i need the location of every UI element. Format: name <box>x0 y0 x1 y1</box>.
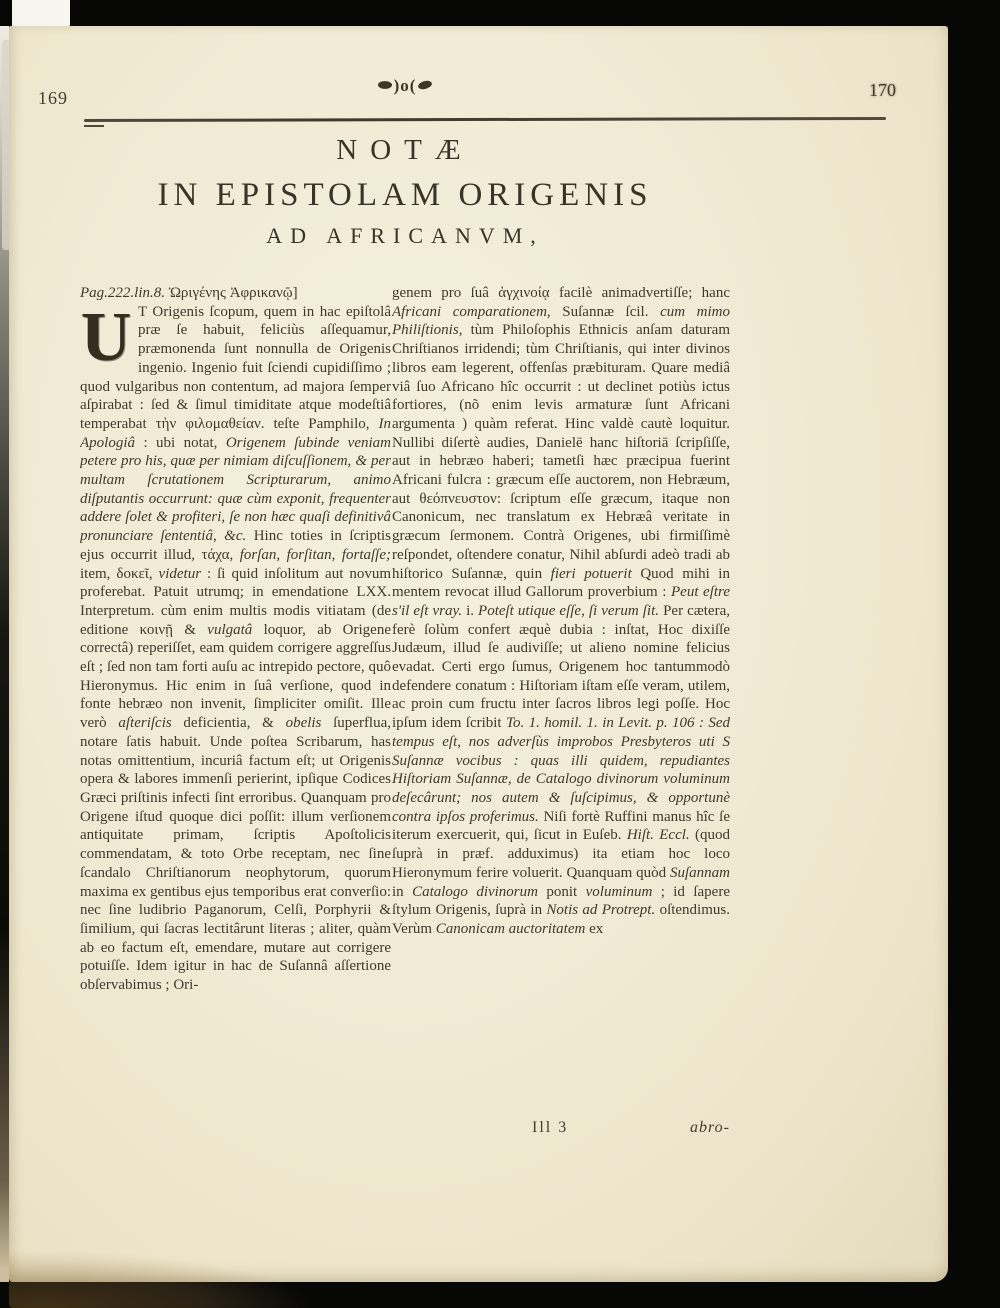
right-text-column <box>392 284 730 1122</box>
lemma-line <box>80 284 391 303</box>
text-run: Notis ad Protrept. <box>546 902 656 919</box>
text-run: Poteſt utique eſſe, ſi verum ſit. <box>478 602 660 619</box>
text-run: fieri potuerit <box>550 565 632 582</box>
left-column-text <box>80 298 391 994</box>
text-run: in <box>392 883 413 900</box>
text-run: vulgatâ <box>207 621 253 638</box>
text-run: forſan, forſitan, fortaſſe; <box>239 546 391 563</box>
text-run: loquor, ab Origene correctâ) reperiſſet, eam quidem corrigere aggreſſus eſt ; ſed non tam forti auſu ac intrepido pectore, quô Hieronymus. Hic enim in ſuâ verſione, quod in fonte hebræo non invenit, ſimpliciter omiſit. Ille verò <box>80 621 391 732</box>
text-run: Niſi fortè Ruffini manus hîc ſe iterum exercuerit, qui, ſicut in Euſeb. <box>392 808 730 844</box>
text-run: ponit <box>537 883 586 900</box>
text-run: Canonicam auctoritatem <box>435 920 586 937</box>
text-run: Catalogo divinorum <box>412 883 538 900</box>
title-line-1: NOTÆ <box>336 134 474 166</box>
text-run: ; id ſapere ſtylum Origenis, ſuprà in <box>392 883 730 919</box>
lemma-greek: Ὠριγένης Ἀφρικανῷ] <box>168 285 298 301</box>
text-run: oſtendimus. Verùm <box>392 902 730 937</box>
text-run: Hinc toties in ſcriptis ejus occurrit illud, τάχα, <box>80 528 391 563</box>
footer-row <box>392 1119 730 1137</box>
text-run: ex <box>585 920 604 937</box>
catchword: abro- <box>690 1119 730 1136</box>
text-run: Hiſt. Eccl. <box>626 827 690 844</box>
text-run: Suſannam <box>670 864 730 881</box>
header-ornament <box>80 76 730 96</box>
text-run: videtur <box>158 565 202 582</box>
quire-signature: Ill 3 <box>532 1119 569 1136</box>
title-block <box>80 134 730 249</box>
left-text-column <box>80 284 391 1156</box>
text-run: Quod mihi in mentem revocat illud Gallorum proverbium : <box>392 565 730 601</box>
page-number-left: 169 <box>38 88 68 108</box>
page-curl-bottom-left <box>9 1252 309 1308</box>
text-run: genem pro ſuâ ἀγχινοίᾳ facilè animadvertiſſe; hanc <box>392 285 730 301</box>
title-line-3: AD AFRICANVM, <box>266 223 544 248</box>
text-run: In Apologiâ <box>80 415 391 451</box>
title-line-2: IN EPISTOLAM ORIGENIS <box>157 177 653 213</box>
text-run: Origenem ſubinde veniam petere pro his, quæ per nimiam diſcuſſionem, & per multam ſcrutationem Scripturarum, animo diſputantis occurrunt: quæ cùm exponit, frequenter addere ſolet & profiteri, ſe non hæc quaſi definitivâ pronunciare ſententiâ, &c. <box>80 434 391 545</box>
text-run: Africani comparationem <box>392 303 547 320</box>
text-run: , Suſannæ ſcil. <box>546 303 661 320</box>
ornament-leaf-icon <box>418 80 433 90</box>
text-run: deficientia, & <box>171 715 286 732</box>
text-run: Peut eſtre s'il eſt vray. <box>392 584 730 619</box>
lemma-reference: Pag.222.lin.8. <box>80 285 165 301</box>
text-run: T Origenis ſcopum, quem in hac epiſtolâ præ ſe habuit, feliciùs aſſequamur, præmonenda ſunt nonnulla de Origenis ingenio. Ingenio fuit ſciendi cupidiſſimo ; quod vulgaribus non contentum, ad majora ſemper aſpirabat : ſed & ſimul timiditate atque modeſtiâ temperabat τὴν φιλομαθείαν. teſte Pamphilo, <box>80 303 391 432</box>
text-run: : ſi quid inſolitum aut novum proferebat. Patuit utrumq; in emendatione LXX. Interpretum. cùm enim multis modis vitiatam (de editione κοινῇ & <box>80 565 391 638</box>
ornament-leaf-icon <box>377 80 392 90</box>
text-run: Per cætera, ferè ſolùm confert æquè dubia : inſtat, Hoc dixiſſe Judæum, illud ſe audiviſſe; ut alieno nomine felicius evadat. Certi ergo ſumus, Origenem hoc tantummodò defendere conatum : Hiſtoriam iſtam eſſe veram, utilem, ac proin cum fructu inter ſacros libros legi poſſe. Hoc ipſum idem ſcribit <box>392 602 730 732</box>
text-run: cum mimo Philiſtionis <box>392 303 730 339</box>
text-run: voluminum <box>585 883 653 900</box>
header-rule-dash <box>84 125 104 127</box>
drop-cap: U <box>80 298 132 376</box>
text-run: ſuperflua, notare ſatis habuit. Unde poſtea Scribarum, has notas omittentium, incuriâ factum eſt; ut Origenis opera & labores immenſi perierint, ipſique Codices Græci priſtinis infecti ſint erroribus. Quanquam pro Origene iſtud quoque dici poſſit: illum verſionem antiquitate primam, ſcriptis Apoſtolicis commendatam, & toto Orbe receptam, nec ſine ſcandalo Chriſtianorum neophytorum, quorum maxima ex gentibus ejus temporibus erat converſio: nec ſine ludibrio Paganorum, Celſi, Porphyrii & ſimilium, qui ſacras lectitârunt literas ; aliter, quàm ab eo factum eſt, emendare, mutare aut corrigere potuiſſe. Idem igitur in hac de Suſannâ aſſertione obſervabimus ; Ori- <box>80 715 391 994</box>
text-run: (quod ſuprà in præf. adduximus) ita etiam hoc loco Hieronymum ferire voluerit. Quanquam quòd <box>392 827 730 881</box>
right-column-text <box>392 285 730 937</box>
text-run: i. <box>462 602 479 619</box>
text-run: : ubi notat, <box>135 434 226 451</box>
text-run: obelis <box>285 715 322 732</box>
text-run: aſteriſcis <box>118 715 172 732</box>
text-run: , tùm Philoſophis Ethnicis anſam daturam Chriſtianos irridendi; tùm Chriſtianis, qui inter divinos libros eam legerent, offenſas præbituram. Quare mediâ viâ ſuo Africano hîc occurrit : ut declinet potiùs ictus fortiores, (nõ enim levis armaturæ ſunt Africani argumenta ) quàm referat. Hinc valdè cautè loquitur. Nullibi diſertè audies, Danielē hanc hiſtoriā ſcripſiſſe, aut in hebræo haberi; tametſi hæc præcipua fuerint Africani fulcra : græcum eſſe auctorem, non Hebræum, aut θεόπνευστον: ſcriptum eſſe græcum, itaque non Canonicum, nec translatum ex Hebræâ veritate in græcum ſermonem. Contrà Origenes, ubi firmiſſimè reſpondet, oſtendere conatur, Nihil abſurdi adeò tradi ab hiſtorico Suſannæ, quin <box>392 322 730 582</box>
text-run: To. 1. homil. 1. in Levit. p. 106 : Sed tempus eſt, nos adverſùs improbos Presbyteros uti S Suſannæ vocibus : quas illi quidem, repudiantes Hiſtoriam Suſannæ, de Catalogo divinorum voluminum deſecârunt; nos autem & ſuſcipimus, & opportunè contra ipſos proferimus. <box>392 715 730 825</box>
page-number-right: 170 <box>869 80 896 100</box>
text-run: item, δοκεῖ, <box>80 565 159 582</box>
ornament-text: )o( <box>393 76 417 95</box>
